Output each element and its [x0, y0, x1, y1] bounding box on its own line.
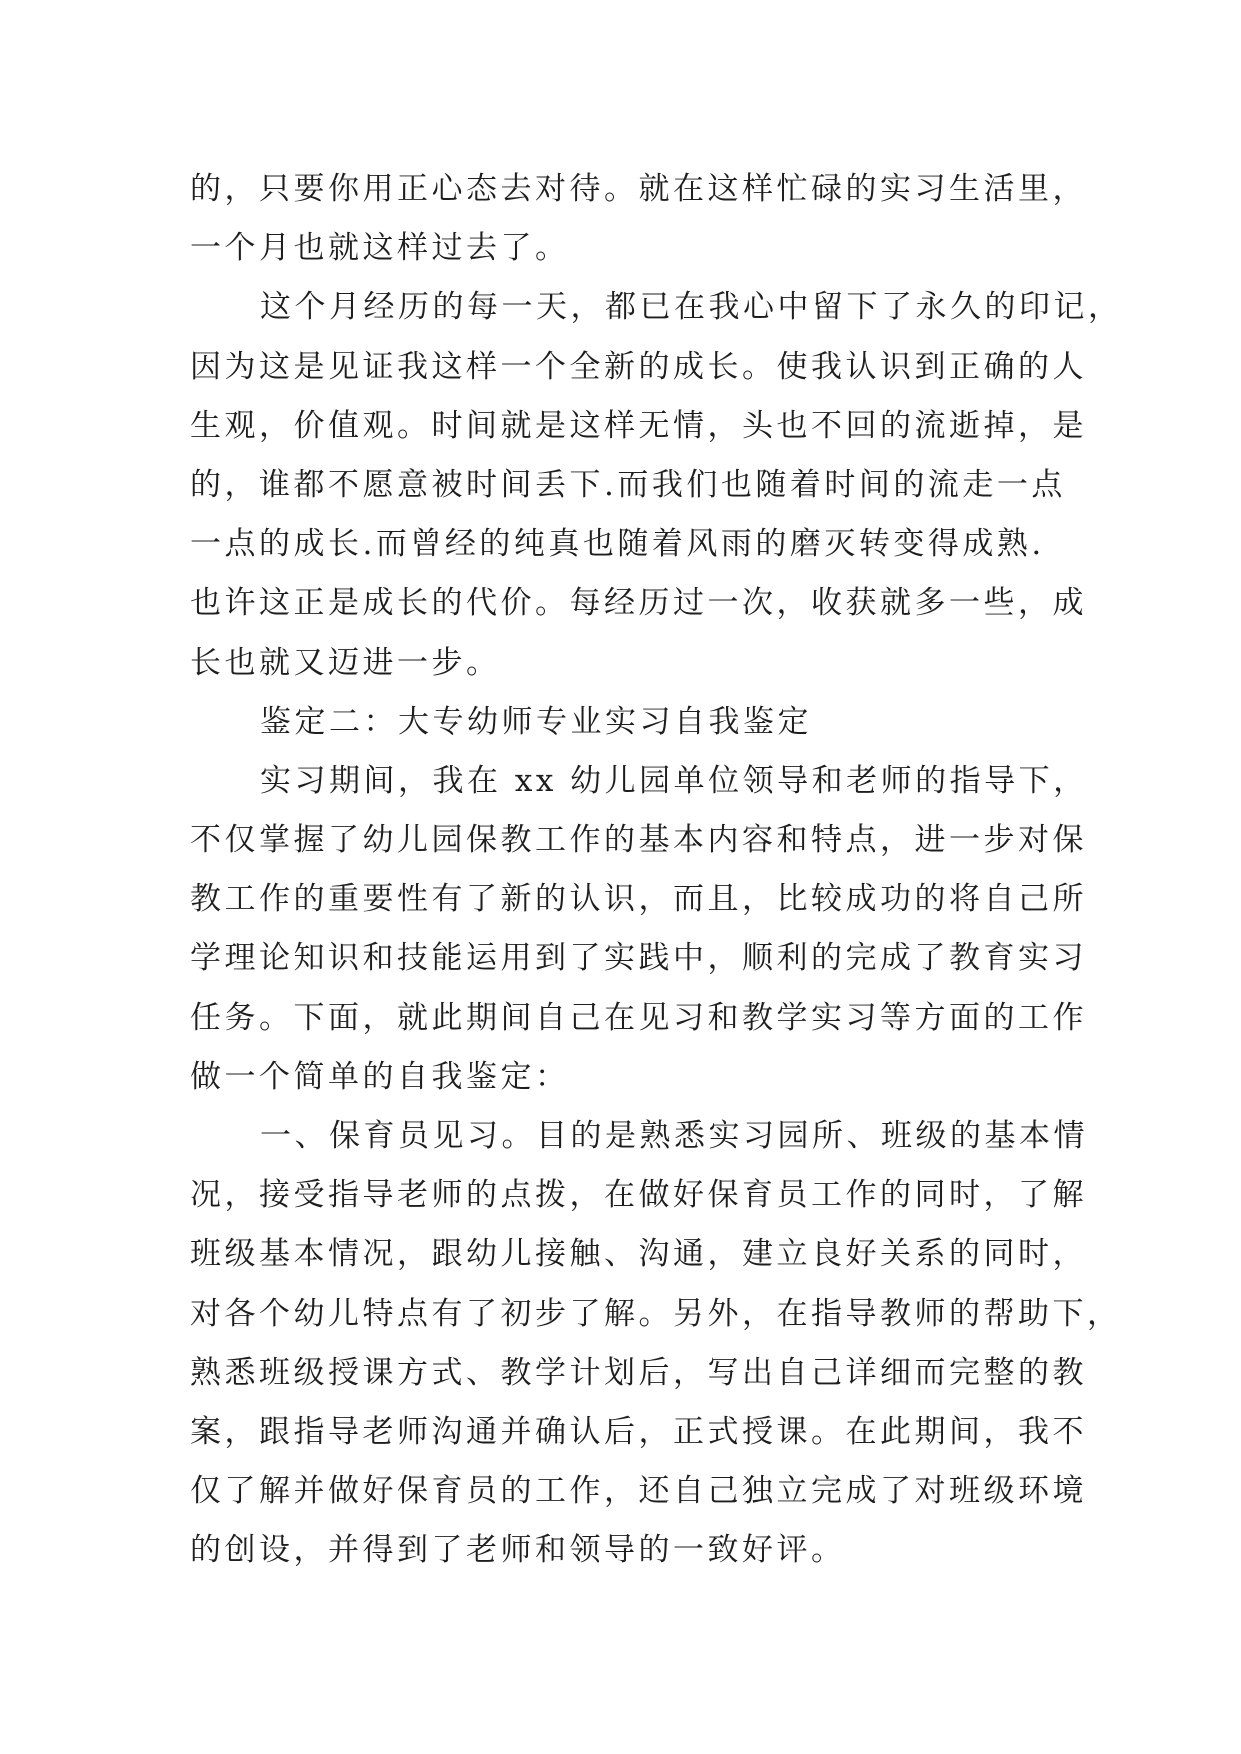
text-line: 对各个幼儿特点有了初步了解。另外，在指导教师的帮助下，	[190, 1295, 1122, 1332]
text-line: 的创设，并得到了老师和领导的一致好评。	[190, 1532, 846, 1569]
text-line: 仅了解并做好保育员的工作，还自己独立完成了对班级环境	[190, 1473, 1087, 1510]
text-line: 况，接受指导老师的点拨，在做好保育员工作的同时，了解	[190, 1177, 1087, 1214]
paragraph-start: 实习期间，我在 xx 幼儿园单位领导和老师的指导下，	[260, 762, 1088, 799]
text-line: 因为这是见证我这样一个全新的成长。使我认识到正确的人	[190, 348, 1087, 385]
paragraph-start: 一、保育员见习。目的是熟悉实习园所、班级的基本情	[260, 1118, 1088, 1154]
document-body	[190, 160, 1123, 1581]
text-line: 教工作的重要性有了新的认识，而且，比较成功的将自己所	[190, 881, 1087, 918]
text-line: 也许这正是成长的代价。每经历过一次，收获就多一些，成	[190, 585, 1087, 622]
text-line: 一点的成长.而曾经的纯真也随着风雨的磨灭转变得成熟.	[190, 526, 1045, 563]
text-line: 案，跟指导老师沟通并确认后，正式授课。在此期间，我不	[190, 1413, 1087, 1450]
text-line: 的，只要你用正心态去对待。就在这样忙碌的实习生活里，	[190, 171, 1087, 207]
text-line: 不仅掌握了幼儿园保教工作的基本内容和特点，进一步对保	[190, 822, 1087, 859]
text-line: 熟悉班级授课方式、教学计划后，写出自己详细而完整的教	[190, 1354, 1087, 1391]
text-line: 长也就又迈进一步。	[190, 644, 501, 681]
text-line: 学理论知识和技能运用到了实践中，顺利的完成了教育实习	[190, 940, 1087, 977]
text-line: 任务。下面，就此期间自己在见习和教学实习等方面的工作	[190, 999, 1087, 1036]
text-line: 的，谁都不愿意被时间丢下.而我们也随着时间的流走一点	[190, 466, 1066, 503]
text-line: 生观，价值观。时间就是这样无情，头也不回的流逝掉，是	[190, 407, 1087, 444]
text-line: 做一个简单的自我鉴定：	[190, 1058, 570, 1095]
section-heading: 鉴定二：大专幼师专业实习自我鉴定	[260, 703, 812, 740]
text-line: 班级基本情况，跟幼儿接触、沟通，建立良好关系的同时，	[190, 1236, 1087, 1273]
text-line: 一个月也就这样过去了。	[190, 230, 570, 267]
paragraph-start: 这个月经历的每一天，都已在我心中留下了永久的印记，	[260, 289, 1123, 326]
